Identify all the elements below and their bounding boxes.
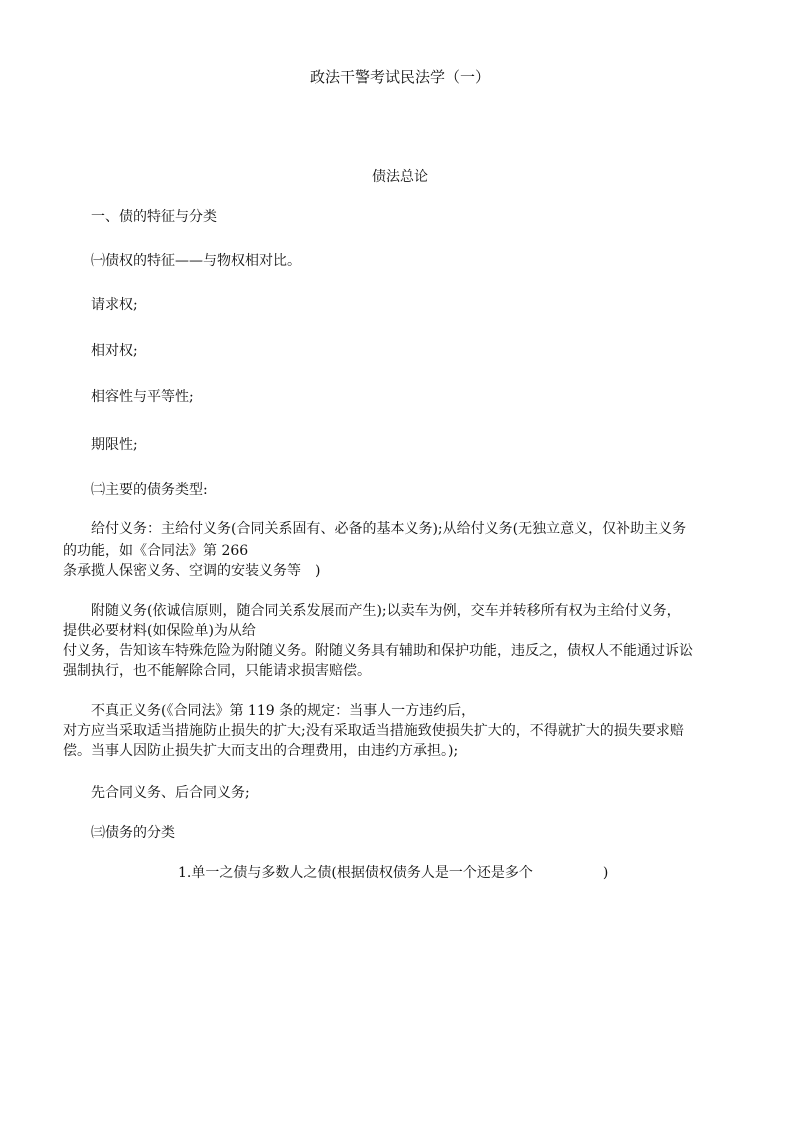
- paragraph-line: 偿。当事人因防止损失扩大而支出的合理费用，由违约方承担。);: [63, 743, 459, 759]
- section-title: 债法总论: [372, 169, 428, 185]
- paragraph-line: 强制执行，也不能解除合同，只能请求损害赔偿。: [63, 663, 371, 679]
- paragraph-line: 给付义务：主给付义务(合同关系固有、必备的基本义务);从给付义务(无独立意义，仅补助主义务: [91, 521, 687, 537]
- list-item: 期限性;: [91, 437, 138, 453]
- subheading-3: ㈢债务的分类: [91, 825, 175, 841]
- paragraph-line: 对方应当采取适当措施防止损失的扩大;没有采取适当措施致使损失扩大的，不得就扩大的损失要求赔: [63, 723, 684, 739]
- list-item: 相容性与平等性;: [91, 389, 194, 405]
- paragraph-line: 附随义务(依诚信原则，随合同关系发展而产生);以卖车为例，交车并转移所有权为主给付义务，: [91, 603, 681, 619]
- paragraph-line: 不真正义务(《合同法》第 119 条的规定：当事人一方违约后，: [91, 703, 476, 719]
- subheading-2: ㈡主要的债务类型:: [91, 482, 208, 498]
- heading-1: 一、债的特征与分类: [91, 209, 217, 225]
- paragraph-line: 的功能，如《合同法》第 266: [63, 543, 249, 559]
- list-item: 相对权;: [91, 343, 138, 359]
- numbered-item: 1.单一之债与多数人之债(根据债权债务人是一个还是多个 ): [178, 865, 609, 881]
- paragraph-line: 付义务，告知该车特殊危险为附随义务。附随义务具有辅助和保护功能，违反之，债权人不能通过诉讼: [63, 643, 693, 659]
- subheading-1: ㈠债权的特征——与物权相对比。: [91, 253, 301, 269]
- list-item: 请求权;: [91, 297, 138, 313]
- document-title: 政法干警考试民法学（一）: [309, 68, 490, 86]
- list-item: 先合同义务、后合同义务;: [91, 785, 250, 801]
- paragraph-line: 提供必要材料(如保险单)为从给: [63, 623, 256, 639]
- paragraph-line: 条承揽人保密义务、空调的安装义务等 ): [63, 563, 321, 579]
